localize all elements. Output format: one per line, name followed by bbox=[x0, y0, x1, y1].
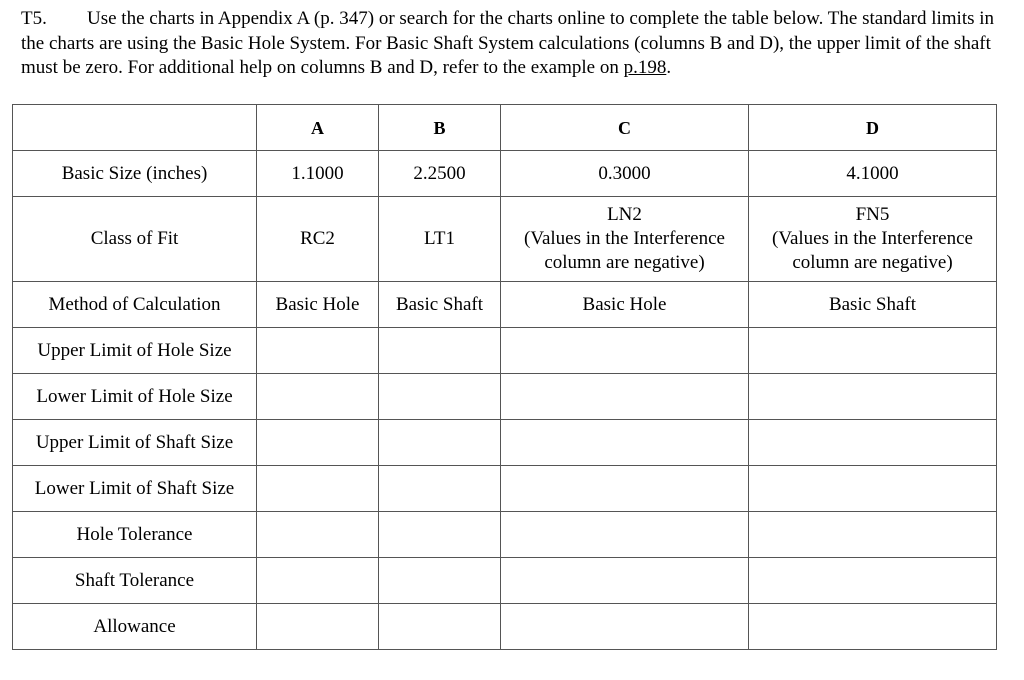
method-b: Basic Shaft bbox=[379, 282, 501, 328]
fit-table-container bbox=[12, 104, 997, 650]
answer-cell[interactable] bbox=[257, 328, 379, 374]
class-of-fit-d-note-1: (Values in the Interference bbox=[772, 228, 973, 249]
table-row bbox=[13, 328, 997, 374]
class-of-fit-d-code: FN5 bbox=[855, 204, 890, 225]
question-number: T5. bbox=[21, 8, 47, 29]
answer-cell[interactable] bbox=[379, 604, 501, 650]
method-d: Basic Shaft bbox=[749, 282, 997, 328]
answer-cell[interactable] bbox=[257, 374, 379, 420]
answer-cell[interactable] bbox=[749, 604, 997, 650]
method-a: Basic Hole bbox=[257, 282, 379, 328]
row-label-allowance: Allowance bbox=[13, 604, 257, 650]
class-of-fit-a: RC2 bbox=[257, 197, 379, 282]
row-label-shaft-tolerance: Shaft Tolerance bbox=[13, 558, 257, 604]
row-label-lower-limit-hole: Lower Limit of Hole Size bbox=[13, 374, 257, 420]
table-row bbox=[13, 374, 997, 420]
question-text bbox=[21, 7, 1006, 81]
answer-cell[interactable] bbox=[379, 328, 501, 374]
class-of-fit-c bbox=[501, 197, 749, 282]
basic-size-a: 1.1000 bbox=[257, 151, 379, 197]
fit-table bbox=[12, 104, 997, 650]
question-body: Use the charts in Appendix A (p. 347) or search for the charts online to complete the table below. The standard limits in the charts are using the Basic Hole System. For Basic Shaft System calculations (columns B and D), the upper limit of the shaft must be zero. For additional help on columns B and D, refer to the example on bbox=[21, 8, 995, 78]
answer-cell[interactable] bbox=[379, 420, 501, 466]
answer-cell[interactable] bbox=[379, 512, 501, 558]
answer-cell[interactable] bbox=[501, 604, 749, 650]
column-header-b: B bbox=[379, 105, 501, 151]
page-reference: p.198 bbox=[623, 57, 667, 78]
class-of-fit-c-note-2: column are negative) bbox=[544, 252, 705, 273]
answer-cell[interactable] bbox=[501, 328, 749, 374]
row-label-basic-size: Basic Size (inches) bbox=[13, 151, 257, 197]
row-label-upper-limit-shaft: Upper Limit of Shaft Size bbox=[13, 420, 257, 466]
answer-cell[interactable] bbox=[501, 512, 749, 558]
method-c: Basic Hole bbox=[501, 282, 749, 328]
class-of-fit-c-note-1: (Values in the Interference bbox=[524, 228, 725, 249]
basic-size-d: 4.1000 bbox=[749, 151, 997, 197]
table-row bbox=[13, 512, 997, 558]
question-end: . bbox=[666, 57, 672, 78]
column-header-d: D bbox=[749, 105, 997, 151]
row-label-upper-limit-hole: Upper Limit of Hole Size bbox=[13, 328, 257, 374]
row-label-hole-tolerance: Hole Tolerance bbox=[13, 512, 257, 558]
answer-cell[interactable] bbox=[501, 558, 749, 604]
column-header-a: A bbox=[257, 105, 379, 151]
row-label-method: Method of Calculation bbox=[13, 282, 257, 328]
table-row bbox=[13, 604, 997, 650]
answer-cell[interactable] bbox=[257, 558, 379, 604]
table-row bbox=[13, 420, 997, 466]
class-of-fit-d bbox=[749, 197, 997, 282]
answer-cell[interactable] bbox=[501, 374, 749, 420]
answer-cell[interactable] bbox=[749, 328, 997, 374]
basic-size-b: 2.2500 bbox=[379, 151, 501, 197]
header-corner-cell bbox=[13, 105, 257, 151]
basic-size-row bbox=[13, 151, 997, 197]
header-row bbox=[13, 105, 997, 151]
answer-cell[interactable] bbox=[257, 466, 379, 512]
answer-cell[interactable] bbox=[749, 466, 997, 512]
answer-cell[interactable] bbox=[749, 512, 997, 558]
answer-cell[interactable] bbox=[501, 466, 749, 512]
answer-cell[interactable] bbox=[379, 374, 501, 420]
column-header-c: C bbox=[501, 105, 749, 151]
method-row bbox=[13, 282, 997, 328]
answer-cell[interactable] bbox=[501, 420, 749, 466]
row-label-lower-limit-shaft: Lower Limit of Shaft Size bbox=[13, 466, 257, 512]
answer-cell[interactable] bbox=[257, 604, 379, 650]
answer-cell[interactable] bbox=[257, 420, 379, 466]
answer-cell[interactable] bbox=[749, 374, 997, 420]
row-label-class-of-fit: Class of Fit bbox=[13, 197, 257, 282]
answer-cell[interactable] bbox=[379, 466, 501, 512]
table-row bbox=[13, 466, 997, 512]
class-of-fit-row bbox=[13, 197, 997, 282]
table-row bbox=[13, 558, 997, 604]
class-of-fit-c-code: LN2 bbox=[607, 204, 642, 225]
answer-cell[interactable] bbox=[257, 512, 379, 558]
class-of-fit-b: LT1 bbox=[379, 197, 501, 282]
answer-cell[interactable] bbox=[749, 558, 997, 604]
answer-cell[interactable] bbox=[749, 420, 997, 466]
basic-size-c: 0.3000 bbox=[501, 151, 749, 197]
class-of-fit-d-note-2: column are negative) bbox=[792, 252, 953, 273]
answer-cell[interactable] bbox=[379, 558, 501, 604]
